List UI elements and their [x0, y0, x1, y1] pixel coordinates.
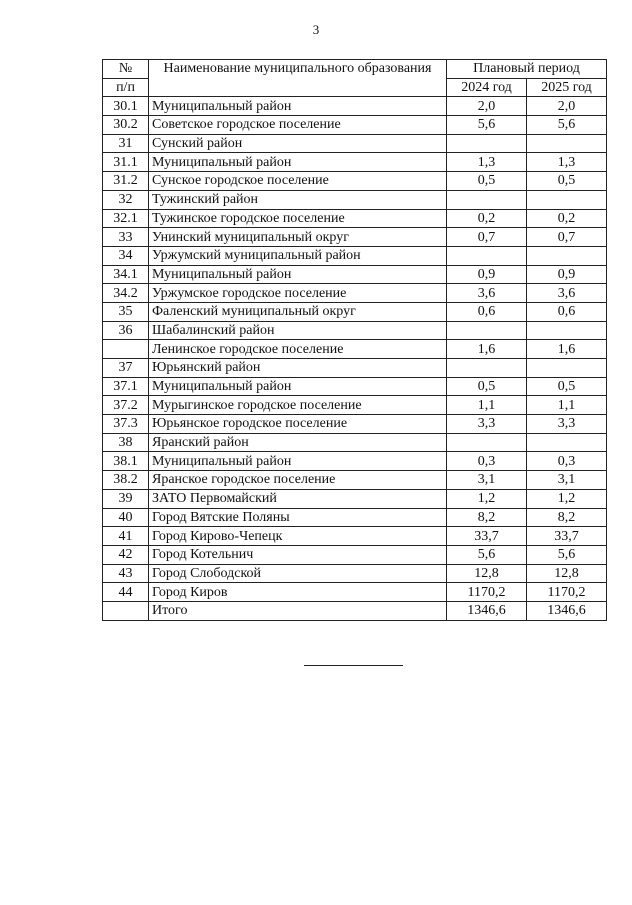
- table-row: [103, 172, 607, 191]
- municipality-name-cell: Фаленский муниципальный округ: [149, 302, 447, 321]
- row-number-cell: 32: [103, 190, 149, 209]
- value-2024-cell: 1346,6: [447, 601, 527, 620]
- table-row: [103, 564, 607, 583]
- value-2024-cell: 0,5: [447, 172, 527, 191]
- value-2025-cell: 5,6: [527, 545, 607, 564]
- value-2024-cell: [447, 359, 527, 378]
- page-number: 3: [312, 22, 320, 37]
- value-2024-cell: 1,6: [447, 340, 527, 359]
- row-number-cell: 36: [103, 321, 149, 340]
- municipality-name-cell: Унинский муниципальный округ: [149, 228, 447, 247]
- municipality-name-cell: Яранское городское поселение: [149, 471, 447, 490]
- value-2025-cell: 0,6: [527, 302, 607, 321]
- table-row: [103, 321, 607, 340]
- table-row: [103, 471, 607, 490]
- row-number-cell: 35: [103, 302, 149, 321]
- value-2024-cell: [447, 246, 527, 265]
- table-row: [103, 377, 607, 396]
- row-number-cell: 34: [103, 246, 149, 265]
- row-number-cell: 38.2: [103, 471, 149, 490]
- municipality-name-cell: Уржумское городское поселение: [149, 284, 447, 303]
- table-row: [103, 265, 607, 284]
- table-row: [103, 508, 607, 527]
- municipality-name-cell: Юрьянский район: [149, 359, 447, 378]
- table-row: [103, 153, 607, 172]
- value-2025-cell: 3,3: [527, 415, 607, 434]
- table-row: [103, 396, 607, 415]
- row-number-cell: 31.1: [103, 153, 149, 172]
- value-2025-cell: 8,2: [527, 508, 607, 527]
- row-number-cell: 37.3: [103, 415, 149, 434]
- value-2025-cell: [527, 246, 607, 265]
- municipality-name-cell: Муниципальный район: [149, 97, 447, 116]
- table-row: [103, 190, 607, 209]
- row-number-cell: [103, 601, 149, 620]
- row-number-cell: 40: [103, 508, 149, 527]
- table-row: [103, 116, 607, 135]
- row-number-cell: 37.1: [103, 377, 149, 396]
- value-2024-cell: 0,7: [447, 228, 527, 247]
- municipality-name-cell: Муниципальный район: [149, 153, 447, 172]
- row-number-cell: 44: [103, 583, 149, 602]
- table-row: [103, 452, 607, 471]
- value-2024-cell: 1,2: [447, 489, 527, 508]
- value-2024-cell: 5,6: [447, 545, 527, 564]
- header-num-top: №: [103, 60, 149, 79]
- value-2024-cell: 0,3: [447, 452, 527, 471]
- table-body: [103, 97, 607, 620]
- municipality-name-cell: Мурыгинское городское поселение: [149, 396, 447, 415]
- value-2024-cell: 0,9: [447, 265, 527, 284]
- value-2024-cell: 3,3: [447, 415, 527, 434]
- value-2025-cell: 0,7: [527, 228, 607, 247]
- value-2025-cell: [527, 190, 607, 209]
- value-2024-cell: 3,1: [447, 471, 527, 490]
- table-row: [103, 527, 607, 546]
- municipality-name-cell: Муниципальный район: [149, 265, 447, 284]
- header-year-2024: 2024 год: [447, 78, 527, 97]
- municipality-name-cell: Тужинское городское поселение: [149, 209, 447, 228]
- table-row: [103, 134, 607, 153]
- value-2024-cell: 1170,2: [447, 583, 527, 602]
- table-row: [103, 489, 607, 508]
- value-2025-cell: 0,3: [527, 452, 607, 471]
- value-2025-cell: [527, 321, 607, 340]
- municipality-name-cell: Город Киров: [149, 583, 447, 602]
- value-2025-cell: 0,9: [527, 265, 607, 284]
- value-2024-cell: 0,5: [447, 377, 527, 396]
- table-row: [103, 246, 607, 265]
- header-num-bottom: п/п: [103, 78, 149, 97]
- value-2024-cell: [447, 321, 527, 340]
- table-row: [103, 415, 607, 434]
- municipality-name-cell: Яранский район: [149, 433, 447, 452]
- footer-divider: [304, 665, 403, 666]
- value-2025-cell: 3,1: [527, 471, 607, 490]
- row-number-cell: 37.2: [103, 396, 149, 415]
- row-number-cell: 43: [103, 564, 149, 583]
- value-2025-cell: [527, 134, 607, 153]
- row-number-cell: 37: [103, 359, 149, 378]
- municipality-name-cell: Юрьянское городское поселение: [149, 415, 447, 434]
- value-2024-cell: 0,6: [447, 302, 527, 321]
- row-number-cell: 34.2: [103, 284, 149, 303]
- value-2025-cell: 3,6: [527, 284, 607, 303]
- municipality-name-cell: Советское городское поселение: [149, 116, 447, 135]
- value-2024-cell: 0,2: [447, 209, 527, 228]
- value-2025-cell: 12,8: [527, 564, 607, 583]
- table-row: [103, 228, 607, 247]
- row-number-cell: 38.1: [103, 452, 149, 471]
- value-2025-cell: 1,6: [527, 340, 607, 359]
- row-number-cell: 39: [103, 489, 149, 508]
- municipality-name-cell: Город Котельнич: [149, 545, 447, 564]
- row-number-cell: 42: [103, 545, 149, 564]
- value-2024-cell: 8,2: [447, 508, 527, 527]
- table-row: [103, 583, 607, 602]
- municipality-name-cell: Сунское городское поселение: [149, 172, 447, 191]
- value-2025-cell: 0,5: [527, 172, 607, 191]
- value-2025-cell: 2,0: [527, 97, 607, 116]
- value-2025-cell: [527, 433, 607, 452]
- value-2024-cell: 1,1: [447, 396, 527, 415]
- row-number-cell: 32.1: [103, 209, 149, 228]
- municipality-name-cell: ЗАТО Первомайский: [149, 489, 447, 508]
- value-2025-cell: 1,1: [527, 396, 607, 415]
- municipality-name-cell: Уржумский муниципальный район: [149, 246, 447, 265]
- value-2025-cell: 0,2: [527, 209, 607, 228]
- municipality-name-cell: Город Вятские Поляны: [149, 508, 447, 527]
- table-row: [103, 340, 607, 359]
- value-2025-cell: 1346,6: [527, 601, 607, 620]
- row-number-cell: 33: [103, 228, 149, 247]
- value-2024-cell: [447, 134, 527, 153]
- row-number-cell: 41: [103, 527, 149, 546]
- header-row-top: [103, 60, 607, 79]
- value-2024-cell: 33,7: [447, 527, 527, 546]
- value-2024-cell: 2,0: [447, 97, 527, 116]
- value-2024-cell: [447, 190, 527, 209]
- municipality-name-cell: Город Кирово-Чепецк: [149, 527, 447, 546]
- municipality-name-cell: Сунский район: [149, 134, 447, 153]
- row-number-cell: 31: [103, 134, 149, 153]
- municipality-name-cell: Шабалинский район: [149, 321, 447, 340]
- table-row: [103, 545, 607, 564]
- row-number-cell: 31.2: [103, 172, 149, 191]
- value-2025-cell: 1,3: [527, 153, 607, 172]
- row-number-cell: 38: [103, 433, 149, 452]
- value-2024-cell: 3,6: [447, 284, 527, 303]
- table-row: [103, 601, 607, 620]
- municipal-table: [102, 59, 607, 621]
- table-row: [103, 284, 607, 303]
- value-2024-cell: [447, 433, 527, 452]
- municipality-name-cell: Муниципальный район: [149, 377, 447, 396]
- municipality-name-cell: Муниципальный район: [149, 452, 447, 471]
- municipality-name-cell: Ленинское городское поселение: [149, 340, 447, 359]
- municipality-name-cell: Тужинский район: [149, 190, 447, 209]
- value-2024-cell: 1,3: [447, 153, 527, 172]
- value-2025-cell: [527, 359, 607, 378]
- value-2025-cell: 33,7: [527, 527, 607, 546]
- value-2025-cell: 5,6: [527, 116, 607, 135]
- municipality-name-cell: Итого: [149, 601, 447, 620]
- value-2024-cell: 5,6: [447, 116, 527, 135]
- header-name: Наименование муниципального образования: [149, 60, 447, 97]
- value-2025-cell: 0,5: [527, 377, 607, 396]
- table-row: [103, 433, 607, 452]
- row-number-cell: 34.1: [103, 265, 149, 284]
- header-period: Плановый период: [447, 60, 607, 79]
- row-number-cell: 30.1: [103, 97, 149, 116]
- table-row: [103, 302, 607, 321]
- row-number-cell: 30.2: [103, 116, 149, 135]
- value-2025-cell: 1,2: [527, 489, 607, 508]
- table-row: [103, 209, 607, 228]
- table-row: [103, 97, 607, 116]
- municipality-name-cell: Город Слободской: [149, 564, 447, 583]
- row-number-cell: [103, 340, 149, 359]
- header-year-2025: 2025 год: [527, 78, 607, 97]
- value-2024-cell: 12,8: [447, 564, 527, 583]
- value-2025-cell: 1170,2: [527, 583, 607, 602]
- table-row: [103, 359, 607, 378]
